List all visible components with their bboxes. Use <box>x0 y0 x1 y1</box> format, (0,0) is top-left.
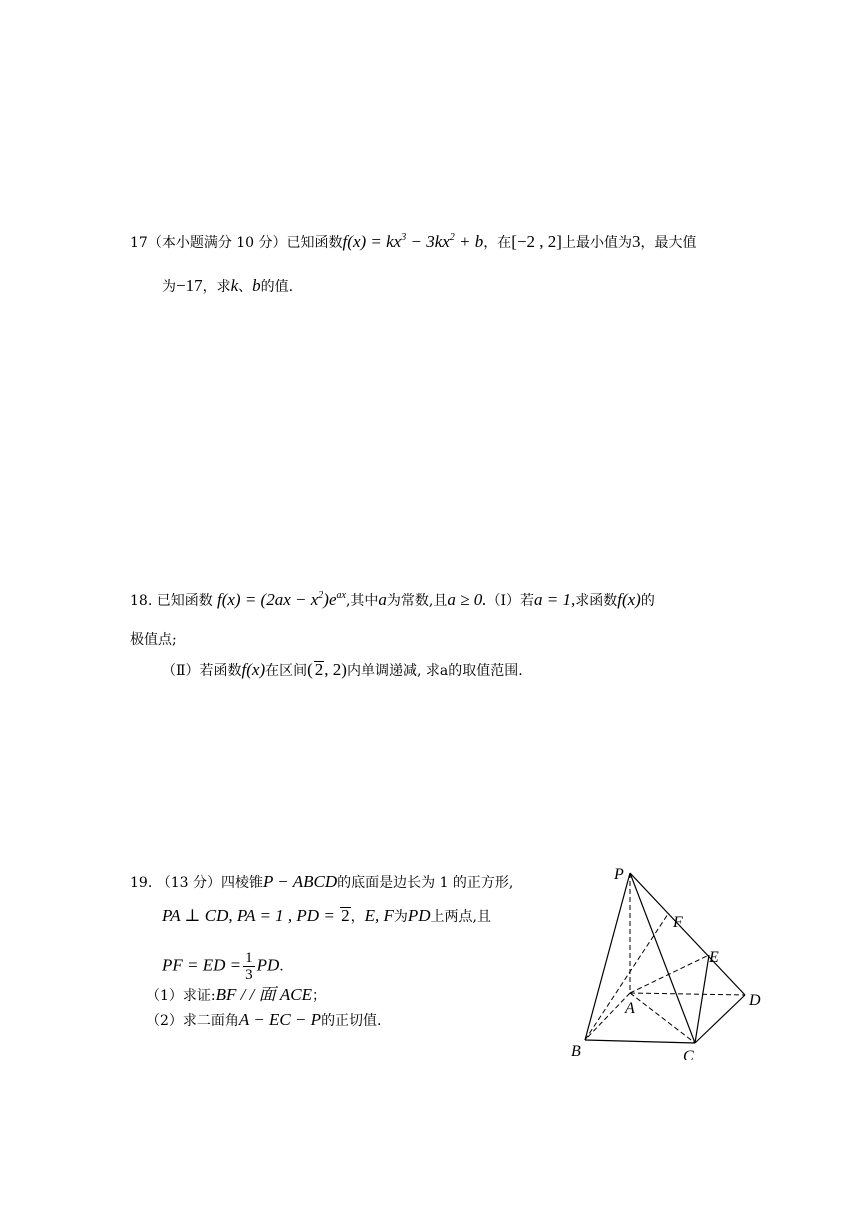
q19-condition: PA ⊥ CD, PA = 1 , PD = 2 <box>162 906 350 925</box>
q18-line-2 <box>130 630 177 650</box>
q18-text-c1: 已知函数 <box>156 593 213 609</box>
q18-text-c2: ,其中 <box>345 593 379 609</box>
q19-eq-lhs: PF = ED = <box>162 955 242 975</box>
q18-part1-label: （Ⅰ）若 <box>486 593 534 609</box>
edge-ce <box>695 955 709 1043</box>
q19-fraction <box>243 950 255 983</box>
q19-frac-num: 1 <box>245 950 253 966</box>
q18-var-a: a <box>378 590 387 609</box>
edge-bc <box>585 1040 695 1043</box>
q18-fx: f(x) <box>617 590 641 609</box>
q18-text-c5: 的 <box>640 593 655 609</box>
q19-dot: . <box>279 958 284 975</box>
q18-text-c7: 在区间 <box>265 663 308 679</box>
q17-var-k: k <box>230 276 239 295</box>
q17-text-c7: 的值. <box>260 279 294 295</box>
q17-text-c1: ，在 <box>483 235 512 251</box>
label-f: F <box>673 914 683 931</box>
q19-part2-expr: A − EC − P <box>238 1010 322 1029</box>
q18-text-c6: 极值点; <box>130 632 177 648</box>
label-b: B <box>571 1043 581 1060</box>
q19-part1-expr: BF / / 面 ACE <box>215 985 312 1004</box>
edge-bf <box>585 914 668 1040</box>
q19-points-ef: E, F <box>364 906 394 925</box>
edge-pb <box>585 873 630 1040</box>
q17-intro: 17（本小题满分 10 分）已知函数 <box>130 235 343 251</box>
q19-part1-label: （1）求证: <box>146 988 216 1004</box>
q18-condition: a ≥ 0. <box>447 590 487 609</box>
q18-function: $f(x) = (2ax - x^2)e^{ax}$ <box>216 590 346 609</box>
q19-text-c1: 的底面是边长为 1 的正方形, <box>337 875 514 891</box>
q18-part2-label: （Ⅱ）若函数 <box>162 663 242 679</box>
q18-a-value: a = 1, <box>534 590 576 609</box>
q19-part2 <box>146 1010 382 1031</box>
q18-line-3 <box>162 660 523 681</box>
q19-text-c2: ， <box>350 909 365 925</box>
edge-cd <box>695 995 745 1043</box>
q18-fx2: f(x) <box>241 660 266 679</box>
q17-text-c6: 、 <box>238 279 253 295</box>
label-c: C <box>683 1048 694 1060</box>
q19-line-1 <box>130 872 513 893</box>
q17-var-b: b <box>252 276 261 295</box>
q17-text-c3: ，最大值 <box>640 235 697 251</box>
q19-number: 19. <box>130 875 153 891</box>
label-p: P <box>614 866 624 883</box>
q18-number: 18. <box>130 593 153 609</box>
q17-line-1 <box>130 232 696 253</box>
q17-line-2 <box>162 276 293 297</box>
label-e: E <box>709 949 719 966</box>
q19-part2-end: 的正切值. <box>321 1013 382 1029</box>
q17-max-value: −17 <box>176 276 203 295</box>
edge-pd <box>630 873 745 995</box>
q17-function: $f(x) = kx^3 - 3kx^2 + b$ <box>342 232 484 251</box>
q19-pyramid: P − ABCD <box>262 872 338 891</box>
pyramid-figure <box>560 860 790 1060</box>
q18-line-1 <box>130 590 655 611</box>
q19-line-3 <box>162 950 284 983</box>
label-a: A <box>625 1000 635 1017</box>
q19-part2-label: （2）求二面角 <box>146 1013 239 1029</box>
edge-ad <box>630 993 745 995</box>
q19-frac-den: 3 <box>245 967 253 983</box>
q19-text-c4: 上两点,且 <box>430 909 491 925</box>
q18-text-c4: 求函数 <box>575 593 618 609</box>
q17-min-value: 3 <box>631 232 641 251</box>
q17-text-c5: ，求 <box>202 279 231 295</box>
q18-text-c8: 内单调递减, 求a的取值范围. <box>346 663 523 679</box>
q19-score: （13 分）四棱锥 <box>156 875 263 891</box>
q19-segment-pd: PD <box>407 906 431 925</box>
q19-part1-end: ； <box>311 988 326 1004</box>
q18-interval: ( 2, 2) <box>307 660 347 679</box>
q19-text-c3: 为 <box>393 909 408 925</box>
q18-text-c3: 为常数,且 <box>386 593 448 609</box>
q17-interval: [−2 , 2] <box>511 232 562 251</box>
q17-text-c4: 为 <box>162 279 176 295</box>
q19-eq-rhs: PD <box>256 955 280 975</box>
q17-text-c2: 上最小值为 <box>561 235 632 251</box>
label-d: D <box>749 992 761 1009</box>
q19-line-2 <box>162 906 491 927</box>
q19-part1 <box>146 985 326 1006</box>
edge-ae <box>630 955 709 993</box>
